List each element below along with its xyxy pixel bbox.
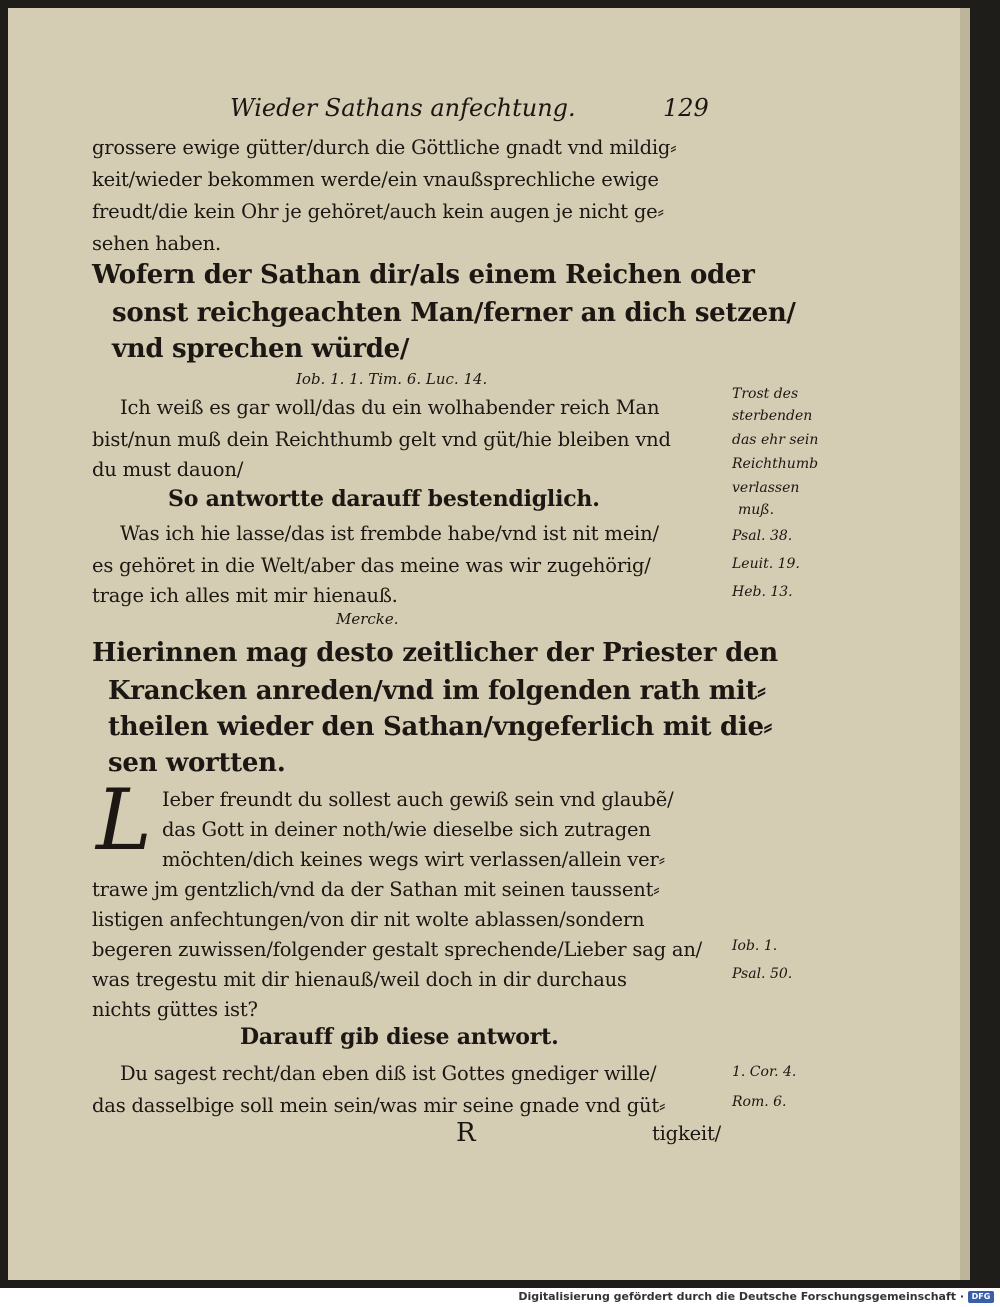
section-heading-line: sonst reichgeachten Man/ferner an dich setzen/ — [112, 298, 796, 328]
signature-mark: R — [456, 1118, 476, 1148]
text-line: begeren zuwissen/folgender gestalt sprechende/Lieber sag an/ — [92, 938, 703, 961]
text-line: Du sagest recht/dan eben diß ist Gottes gnediger wille/ — [120, 1062, 657, 1085]
text-line: freudt/die kein Ohr je gehöret/auch kein augen je nicht ge⸗ — [92, 200, 664, 223]
margin-reference: Psal. 50. — [732, 966, 793, 982]
text-line: keit/wieder bekommen werde/ein vnaußsprechliche ewige — [92, 168, 659, 191]
section-heading-line: sen wortten. — [108, 748, 286, 778]
text-line: Ieber freundt du sollest auch gewiß sein vnd glaubẽ/ — [162, 788, 674, 811]
margin-reference: Heb. 13. — [732, 584, 793, 600]
margin-reference: Rom. 6. — [732, 1094, 787, 1110]
text-line: listigen anfechtungen/von dir nit wolte ablassen/sondern — [92, 908, 645, 931]
scripture-reference: Iob. 1. 1. Tim. 6. Luc. 14. — [296, 370, 488, 388]
margin-reference: Iob. 1. — [732, 938, 778, 954]
text-line: du must dauon/ — [92, 458, 244, 481]
dfg-logo: DFG — [968, 1291, 994, 1303]
section-heading: So antwortte darauff bestendiglich. — [168, 486, 600, 512]
section-heading-line: theilen wieder den Sathan/vngeferlich mit die⸗ — [108, 712, 773, 742]
catchword: tigkeit/ — [652, 1122, 721, 1145]
margin-note-line: Reichthumb — [732, 456, 819, 472]
text-line: es gehöret in die Welt/aber das meine was wir zugehörig/ — [92, 554, 651, 577]
margin-note-line: sterbenden — [732, 408, 813, 424]
margin-note-line: Trost des — [732, 386, 799, 402]
margin-reference: Leuit. 19. — [732, 556, 800, 572]
margin-reference: Psal. 38. — [732, 528, 793, 544]
running-header: Wieder Sathans anfechtung. — [230, 94, 576, 122]
text-line: trage ich alles mit mir hienauß. — [92, 584, 398, 607]
footer-bar — [0, 1288, 1000, 1307]
mercke-label: Mercke. — [336, 610, 399, 628]
text-line: bist/nun muß dein Reichthumb gelt vnd güt/hie bleiben vnd — [92, 428, 671, 451]
section-heading-line: vnd sprechen würde/ — [112, 334, 410, 364]
section-heading-line: Hierinnen mag desto zeitlicher der Priester den — [92, 638, 778, 668]
margin-note-line: verlassen — [732, 480, 800, 496]
funding-credit: Digitalisierung gefördert durch die Deutsche Forschungsgemeinschaft · — [518, 1290, 964, 1303]
text-line: das Gott in deiner noth/wie dieselbe sich zutragen — [162, 818, 651, 841]
text-line: was tregestu mit dir hienauß/weil doch in dir durchaus — [92, 968, 627, 991]
text-line: grossere ewige gütter/durch die Göttliche gnadt vnd mildig⸗ — [92, 136, 677, 159]
text-line: trawe jm gentzlich/vnd da der Sathan mit seinen taussent⸗ — [92, 878, 660, 901]
section-heading: Darauff gib diese antwort. — [240, 1024, 559, 1050]
margin-note-line: muß. — [738, 502, 775, 518]
text-line: möchten/dich keines wegs wirt verlassen/allein ver⸗ — [162, 848, 665, 871]
book-page — [8, 8, 970, 1280]
page-number: 129 — [663, 94, 709, 122]
section-heading-line: Wofern der Sathan dir/als einem Reichen oder — [92, 260, 755, 290]
drop-cap: L — [96, 771, 152, 869]
section-heading-line: Krancken anreden/vnd im folgenden rath mit⸗ — [108, 676, 766, 706]
margin-note-line: das ehr sein — [732, 432, 819, 448]
text-line: Was ich hie lasse/das ist frembde habe/vnd ist nit mein/ — [120, 522, 659, 545]
text-line: Ich weiß es gar woll/das du ein wolhabender reich Man — [120, 396, 660, 419]
text-line: das dasselbige soll mein sein/was mir seine gnade vnd güt⸗ — [92, 1094, 666, 1117]
text-line: sehen haben. — [92, 232, 221, 255]
margin-reference: 1. Cor. 4. — [732, 1064, 797, 1080]
text-line: nichts güttes ist? — [92, 998, 258, 1021]
